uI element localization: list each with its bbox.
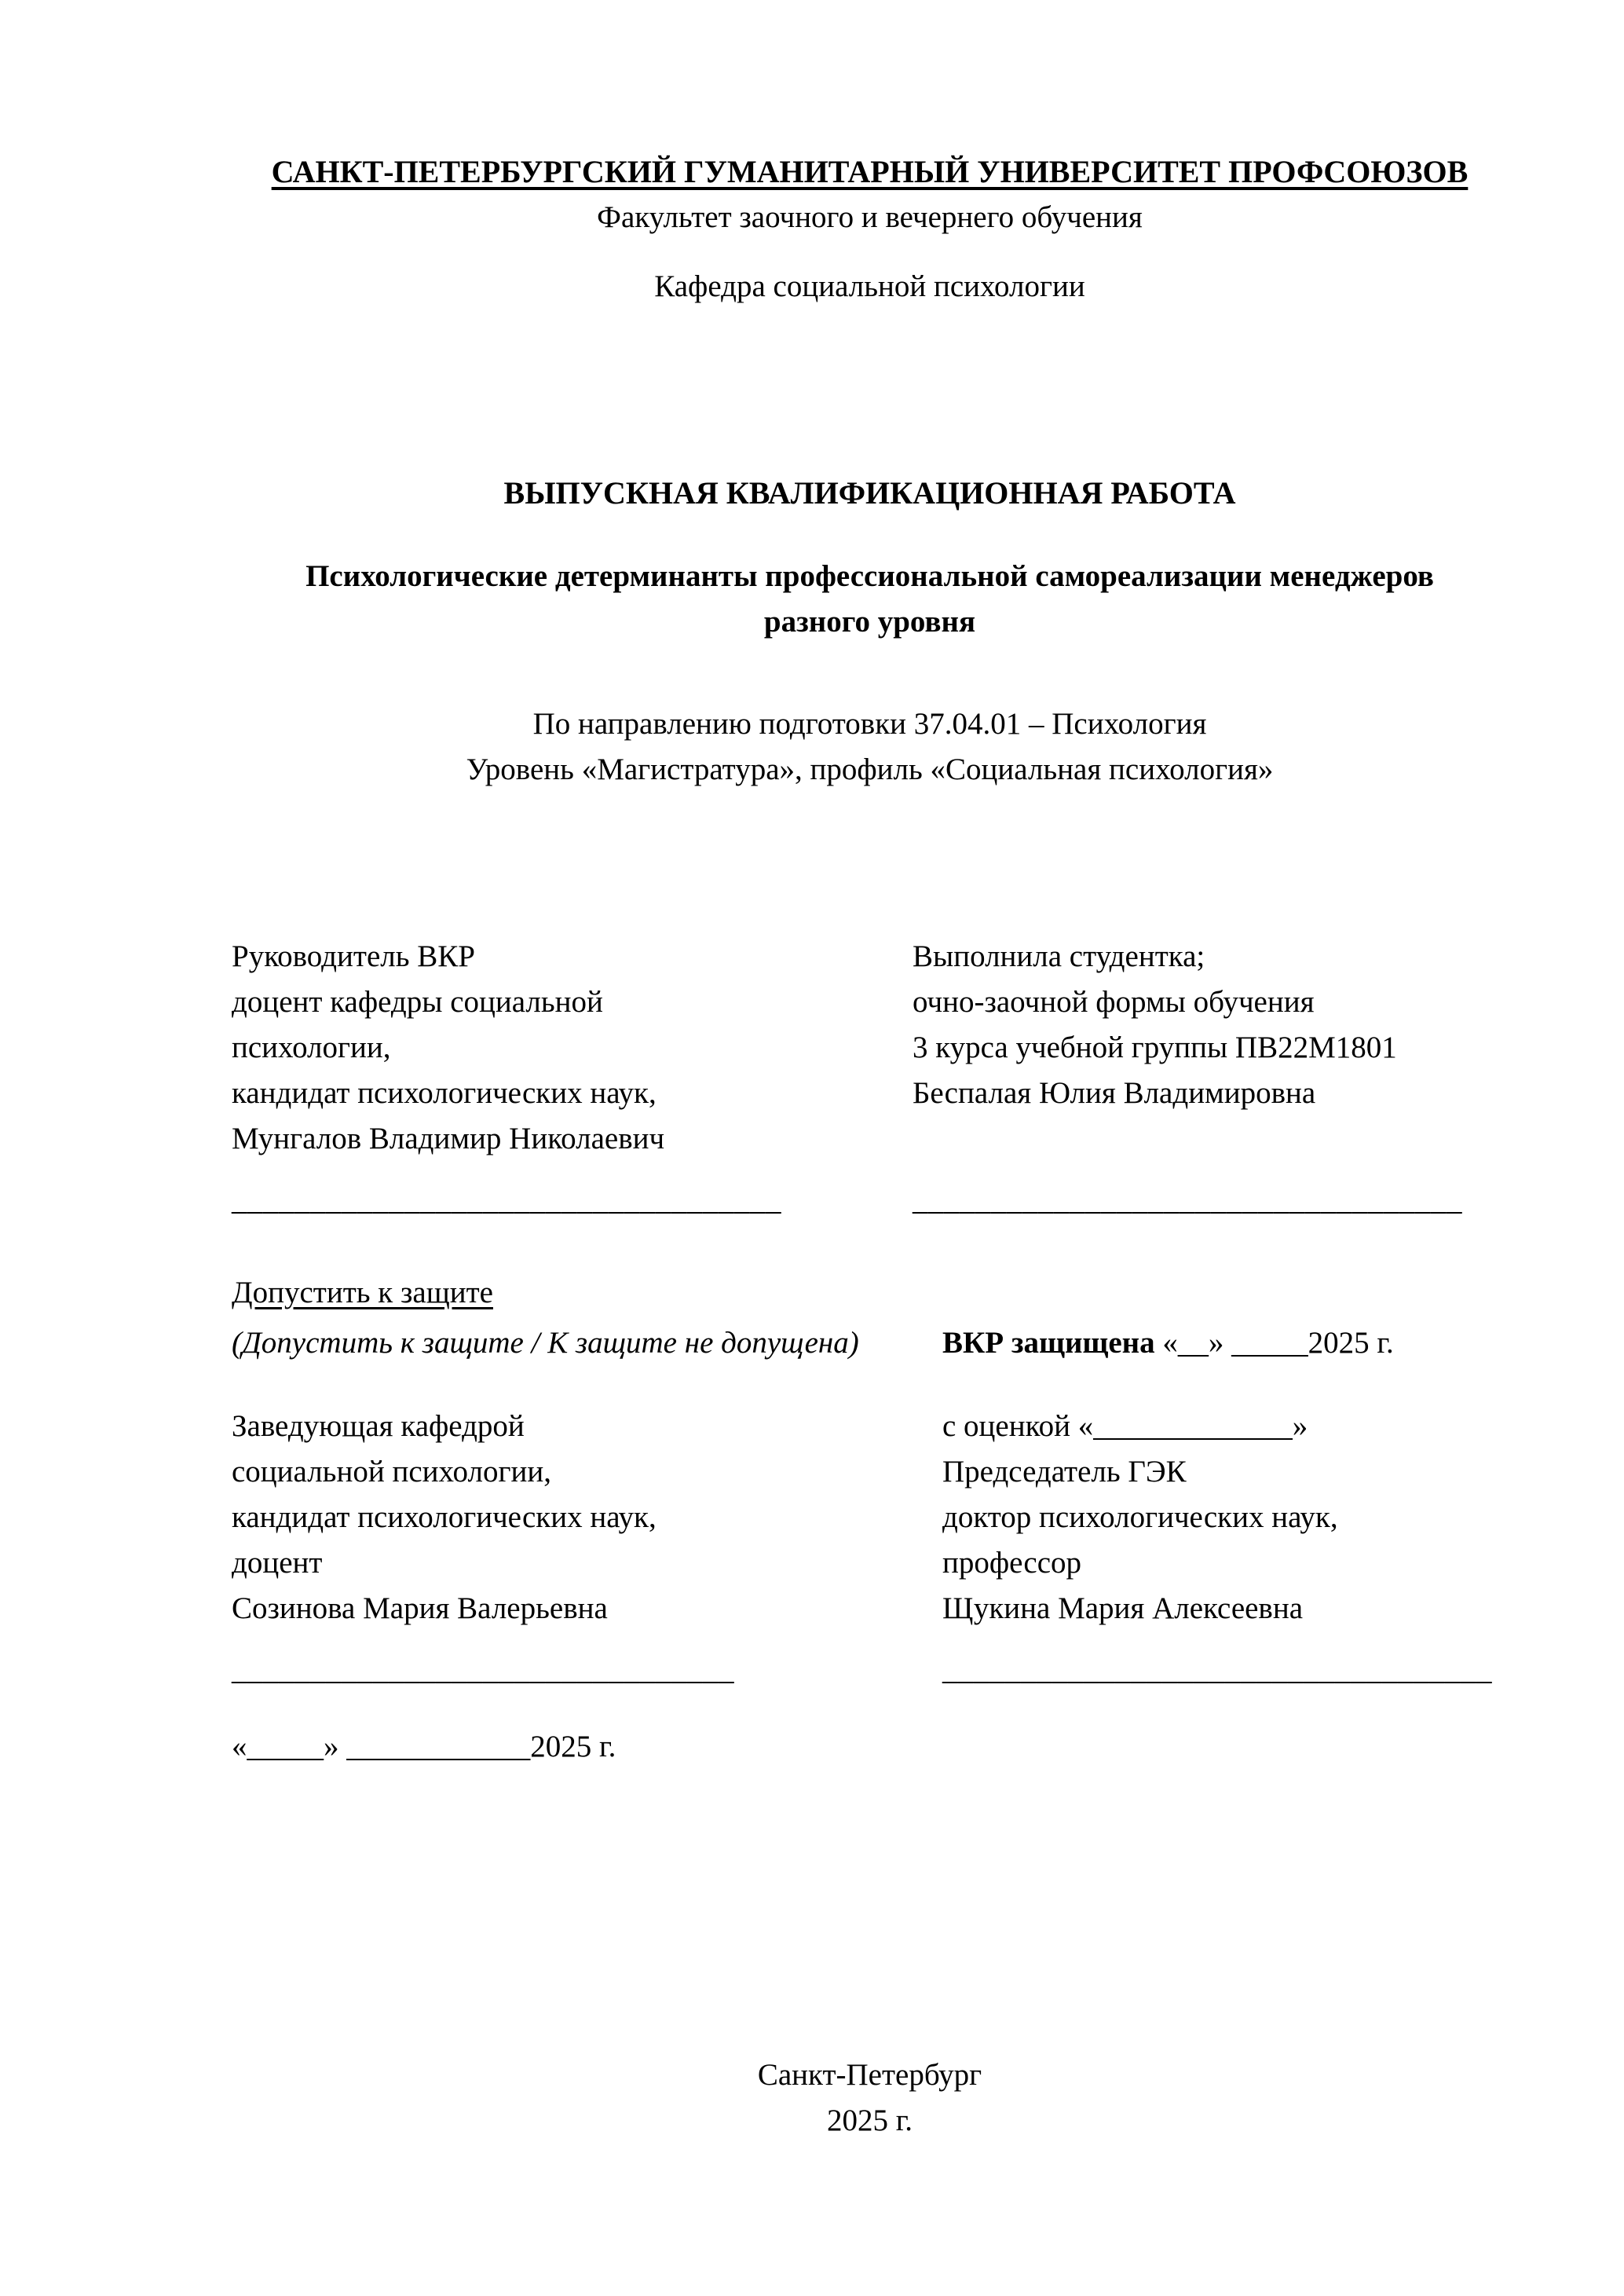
chair-role: Председатель ГЭК <box>942 1455 1187 1489</box>
committee-chair-column <box>942 1404 1508 1693</box>
work-type-heading: ВЫПУСКНАЯ КВАЛИФИКАЦИОННАЯ РАБОТА <box>503 475 1236 511</box>
student-group: 3 курса учебной группы ПВ22М1801 <box>913 1031 1397 1064</box>
defense-status-blank: «__» _____2025 г. <box>1154 1326 1394 1360</box>
supervisor-position-1: доцент кафедры социальной <box>232 985 603 1019</box>
supervisor-student-block <box>232 934 1508 1223</box>
date-line: «_____» ____________2025 г. <box>232 1730 616 1763</box>
department-head-signature-line: ________________________________ <box>232 1653 734 1686</box>
student-column <box>913 934 1508 1223</box>
committee-block <box>232 1404 1508 1693</box>
chair-name: Щукина Мария Алексеевна <box>942 1591 1304 1625</box>
department-head-role-1: Заведующая кафедрой <box>232 1409 525 1443</box>
supervisor-position-2: психологии, <box>232 1031 391 1064</box>
document-header <box>232 149 1508 309</box>
grade-line: с оценкой «_____________» <box>942 1409 1308 1443</box>
supervisor-column <box>232 934 913 1223</box>
department-head-role-2: социальной психологии, <box>232 1455 551 1489</box>
department-head-column <box>232 1404 942 1693</box>
student-signature-line: ___________________________________ <box>913 1183 1462 1217</box>
defense-status-line <box>942 1320 1508 1366</box>
admission-heading: Допустить к защите <box>232 1276 493 1309</box>
document-footer <box>232 2052 1508 2144</box>
title-block <box>232 471 1508 793</box>
department-name: Кафедра социальной психологии <box>654 269 1085 303</box>
student-role: Выполнила студентка; <box>913 939 1205 973</box>
program-direction: По направлению подготовки 37.04.01 – Психология <box>532 707 1207 741</box>
student-spacer-line <box>913 1116 1508 1162</box>
supervisor-signature-line: ___________________________________ <box>232 1183 781 1217</box>
chair-degree: доктор психологических наук, <box>942 1500 1338 1534</box>
faculty-name: Факультет заочного и вечернего обучения <box>597 200 1143 234</box>
program-block <box>232 701 1508 793</box>
thesis-title <box>232 554 1508 645</box>
supervisor-role: Руководитель ВКР <box>232 939 475 973</box>
department-head-degree: кандидат психологических наук, <box>232 1500 657 1534</box>
thesis-title-line-2: разного уровня <box>763 605 976 639</box>
department-head-name: Созинова Мария Валерьевна <box>232 1591 608 1625</box>
chair-signature-line: ___________________________________ <box>942 1653 1492 1686</box>
chair-title: профессор <box>942 1546 1082 1580</box>
student-study-form: очно-заочной формы обучения <box>913 985 1315 1019</box>
footer-year: 2025 г. <box>826 2104 913 2137</box>
program-level: Уровень «Магистратура», профиль «Социальная психология» <box>466 753 1274 786</box>
student-name: Беспалая Юлия Владимировна <box>913 1076 1316 1110</box>
defense-status-label: ВКР защищена <box>942 1326 1155 1360</box>
admission-note: (Допустить к защите / К защите не допущена) <box>232 1326 859 1360</box>
thesis-title-line-1: Психологические детерминанты профессиональной самореализации менеджеров <box>305 559 1434 593</box>
university-name: САНКТ-ПЕТЕРБУРГСКИЙ ГУМАНИТАРНЫЙ УНИВЕРСИТЕТ ПРОФСОЮЗОВ <box>271 154 1469 189</box>
department-head-title: доцент <box>232 1546 323 1580</box>
admission-block <box>232 1270 1508 1770</box>
admission-note-row <box>232 1320 1508 1366</box>
supervisor-name: Мунгалов Владимир Николаевич <box>232 1122 665 1155</box>
footer-city: Санкт-Петербург <box>757 2058 982 2092</box>
supervisor-degree: кандидат психологических наук, <box>232 1076 657 1110</box>
